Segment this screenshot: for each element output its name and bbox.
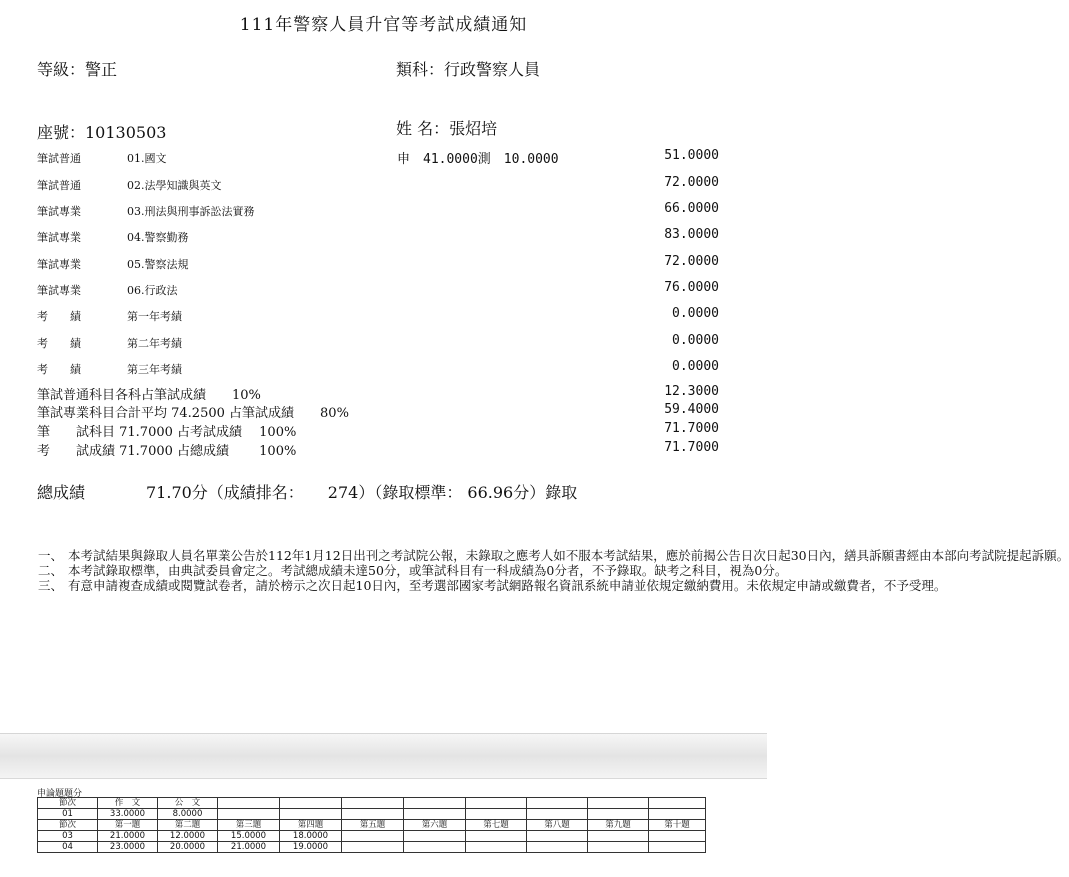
- grid-cell: [527, 809, 588, 820]
- grid-cell: [342, 809, 404, 820]
- grid-cell: [280, 798, 342, 809]
- subject-type: 筆試普通: [37, 179, 81, 192]
- subject-type: 筆試專業: [37, 231, 81, 244]
- note-mark: 二、: [38, 563, 64, 578]
- subject-name: 06.行政法: [127, 284, 178, 297]
- grid-cell: [404, 809, 466, 820]
- grid-cell: 15.0000: [218, 831, 280, 842]
- notes: [38, 548, 1069, 593]
- subject-score: 83.0000: [664, 227, 719, 242]
- subject-score: 72.0000: [664, 254, 719, 269]
- grid-row: [38, 831, 706, 842]
- summary-score: 71.7000: [664, 421, 719, 436]
- grid-cell: [649, 798, 706, 809]
- summary-label: 考 試成績 71.7000 占總成績 100%: [37, 444, 297, 459]
- grid-cell: [342, 798, 404, 809]
- subject-type: 筆試專業: [37, 284, 81, 297]
- grid-cell: [588, 842, 649, 853]
- note-mark: 一、: [38, 548, 64, 563]
- grid-cell: 第八題: [527, 820, 588, 831]
- grid-cell: [588, 831, 649, 842]
- grid-cell: 8.0000: [158, 809, 218, 820]
- grid-cell: 33.0000: [98, 809, 158, 820]
- note-item: [38, 548, 1069, 563]
- grid-cell: [466, 842, 527, 853]
- summary-label: 筆試專業科目合計平均 74.2500 占筆試成績 80%: [37, 406, 349, 421]
- subject-name: 第一年考績: [127, 310, 182, 323]
- grid-cell: 12.0000: [158, 831, 218, 842]
- grid-cell: [588, 809, 649, 820]
- grid-cell: [527, 842, 588, 853]
- category-label: 類科：行政警察人員: [396, 60, 541, 79]
- note-item: [38, 563, 788, 578]
- subject-type: 筆試普通: [37, 152, 81, 165]
- grid-cell: 03: [38, 831, 98, 842]
- note-text: 本考試結果與錄取人員名單業公告於112年1月12日出刊之考試院公報，未錄取之應考人如不服本考試結果，應於前揭公告日次日起30日內，繕具訴願書經由本部向考試院提起訴願。: [68, 548, 1069, 563]
- subject-name: 第三年考績: [127, 363, 182, 376]
- grid-cell: 21.0000: [98, 831, 158, 842]
- grid-cell: 節次: [38, 820, 98, 831]
- grid-cell: [466, 831, 527, 842]
- subject-type: 筆試專業: [37, 205, 81, 218]
- grid-cell: [466, 809, 527, 820]
- grid-row: [38, 842, 706, 853]
- grid-cell: [404, 842, 466, 853]
- grid-cell: [649, 842, 706, 853]
- subject-type: 考 績: [37, 337, 81, 350]
- essay-breakdown: 申 41.0000測 10.0000: [397, 152, 559, 167]
- grid-cell: 第四題: [280, 820, 342, 831]
- subject-name: 02.法學知識與英文: [127, 179, 222, 192]
- grade-label: 等級：警正: [37, 60, 118, 79]
- grid-cell: 23.0000: [98, 842, 158, 853]
- summary-label: 筆試普通科目各科占筆試成績 10%: [37, 388, 261, 403]
- grid-cell: 01: [38, 809, 98, 820]
- grid-row: [38, 798, 706, 809]
- page-separator: [0, 733, 767, 779]
- grid-cell: [649, 831, 706, 842]
- grid-cell: 第三題: [218, 820, 280, 831]
- seat-number: 座號：10130503: [37, 123, 167, 142]
- subject-type: 筆試專業: [37, 258, 81, 271]
- grid-cell: [404, 831, 466, 842]
- grid-cell: 第十題: [649, 820, 706, 831]
- grid-cell: [404, 798, 466, 809]
- subject-type: 考 績: [37, 310, 81, 323]
- grid-title: 申論題題分: [37, 789, 83, 799]
- grid-cell: 21.0000: [218, 842, 280, 853]
- subject-score: 0.0000: [672, 333, 719, 348]
- note-mark: 三、: [38, 578, 64, 593]
- grid-cell: [280, 809, 342, 820]
- grid-cell: 19.0000: [280, 842, 342, 853]
- essay-score-table: [37, 797, 706, 853]
- subject-score: 0.0000: [672, 359, 719, 374]
- candidate-name: 姓 名：張炤培: [396, 119, 498, 138]
- grid-cell: [218, 798, 280, 809]
- grid-cell: [466, 798, 527, 809]
- subject-score: 66.0000: [664, 201, 719, 216]
- grid-cell: [588, 798, 649, 809]
- grid-cell: 作 文: [98, 798, 158, 809]
- grid-cell: [218, 809, 280, 820]
- grid-cell: [527, 798, 588, 809]
- document-title: 111年警察人員升官等考試成績通知: [239, 15, 528, 35]
- note-text: 有意申請複查成績或閱覽試卷者，請於榜示之次日起10日內，至考選部國家考試網路報名資訊系統申請並依規定繳納費用。未依規定申請或繳費者，不予受理。: [68, 578, 947, 593]
- grid-cell: 第九題: [588, 820, 649, 831]
- grid-cell: 18.0000: [280, 831, 342, 842]
- summary-score: 12.3000: [664, 384, 719, 399]
- grid-cell: 第二題: [158, 820, 218, 831]
- grid-cell: 04: [38, 842, 98, 853]
- grid-cell: [342, 842, 404, 853]
- subject-name: 05.警察法規: [127, 258, 189, 271]
- summary-score: 71.7000: [664, 440, 719, 455]
- total-label: 總成績: [37, 483, 86, 502]
- subject-score: 0.0000: [672, 306, 719, 321]
- summary-label: 筆 試科目 71.7000 占考試成績 100%: [37, 425, 297, 440]
- grid-cell: 第六題: [404, 820, 466, 831]
- summary-score: 59.4000: [664, 402, 719, 417]
- subject-score: 76.0000: [664, 280, 719, 295]
- subject-type: 考 績: [37, 363, 81, 376]
- grid-cell: 20.0000: [158, 842, 218, 853]
- grid-cell: 第五題: [342, 820, 404, 831]
- note-item: [38, 578, 947, 593]
- grid-cell: 第一題: [98, 820, 158, 831]
- subject-name: 第二年考績: [127, 337, 182, 350]
- total-value: 71.70分（成績排名： 274）（錄取標準： 66.96分）錄取: [146, 483, 578, 502]
- subject-score: 51.0000: [664, 148, 719, 163]
- subject-name: 04.警察勤務: [127, 231, 189, 244]
- subject-score: 72.0000: [664, 175, 719, 190]
- note-text: 本考試錄取標準，由典試委員會定之。考試總成績未達50分，或筆試科目有一科成績為0分者，不予錄取。缺考之科目，視為0分。: [68, 563, 788, 578]
- subject-name: 03.刑法與刑事訴訟法實務: [127, 205, 255, 218]
- grid-cell: [527, 831, 588, 842]
- grid-cell: 節次: [38, 798, 98, 809]
- grid-row: [38, 809, 706, 820]
- grid-cell: [649, 809, 706, 820]
- subject-name: 01.國文: [127, 152, 167, 165]
- grid-cell: 公 文: [158, 798, 218, 809]
- grid-cell: 第七題: [466, 820, 527, 831]
- grid-cell: [342, 831, 404, 842]
- grid-row: [38, 820, 706, 831]
